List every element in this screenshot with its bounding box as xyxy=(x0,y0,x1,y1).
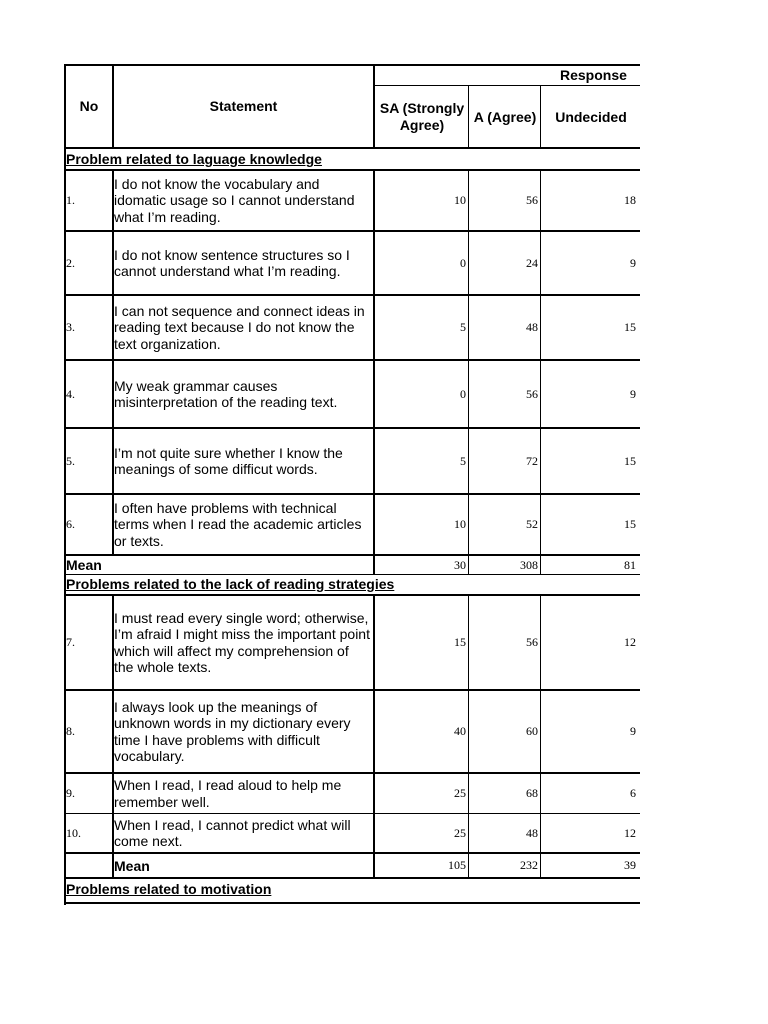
mean-sa-value: 105 xyxy=(448,858,466,872)
row-a-value: 48 xyxy=(526,320,538,334)
header-no: No xyxy=(79,98,99,114)
row-number: 5. xyxy=(66,453,75,468)
row-undecided-value: 18 xyxy=(624,193,636,207)
header-statement: Statement xyxy=(209,98,278,114)
row-statement: I must read every single word; otherwise, I’m afraid I might miss the important point which will affect my comprehension of the whole texts. xyxy=(114,609,370,675)
row-a-value: 52 xyxy=(526,517,538,531)
col-divider-sa xyxy=(468,594,469,879)
row-sa-value: 10 xyxy=(454,517,466,531)
row-statement: My weak grammar causes misinterpretation of the reading text. xyxy=(114,377,338,410)
row-undecided-value: 15 xyxy=(624,453,636,468)
header-undecided: Undecided xyxy=(555,108,627,125)
row-a-value: 48 xyxy=(526,825,538,840)
row-undecided-value: 15 xyxy=(624,320,636,334)
col-divider-a xyxy=(540,594,541,879)
row-number: 3. xyxy=(66,320,75,334)
row-a-value: 56 xyxy=(526,635,538,649)
header-col-divider-sa xyxy=(468,85,469,149)
row-undecided-value: 9 xyxy=(630,255,636,270)
mean-undecided-value: 39 xyxy=(624,858,636,872)
row-a-value: 24 xyxy=(526,255,538,270)
mean-label: Mean xyxy=(114,857,150,874)
row-a-value: 56 xyxy=(526,386,538,401)
mean-row-border xyxy=(64,877,640,879)
row-sa-value: 10 xyxy=(454,193,466,207)
row-number: 2. xyxy=(66,255,75,270)
row-number: 4. xyxy=(66,386,75,401)
row-statement: When I read, I read aloud to help me remember well. xyxy=(114,777,342,810)
mean-a-value: 308 xyxy=(520,557,538,572)
row-sa-value: 25 xyxy=(454,825,466,840)
row-undecided-value: 12 xyxy=(624,635,636,649)
section-title-language: Problem related to laguage knowledge xyxy=(66,151,322,167)
row-statement: I often have problems with technical terms when I read the academic articles or texts. xyxy=(114,499,362,549)
table-bottom-border xyxy=(64,902,640,904)
header-bottom-border xyxy=(64,147,640,149)
mean-undecided-value: 81 xyxy=(624,557,636,572)
col-divider-statement xyxy=(373,169,375,575)
row-statement: I’m not quite sure whether I know the meanings of some difficut words. xyxy=(114,444,343,477)
mean-sa-value: 30 xyxy=(454,557,466,572)
row-a-value: 68 xyxy=(526,786,538,800)
row-sa-value: 40 xyxy=(454,724,466,738)
row-statement: I can not sequence and connect ideas in reading text because I do not know the text organization. xyxy=(114,302,365,352)
row-undecided-value: 12 xyxy=(624,825,636,840)
row-number: 8. xyxy=(66,724,75,738)
row-undecided-value: 15 xyxy=(624,517,636,531)
header-col-divider-statement xyxy=(373,64,375,149)
row-sa-value: 5 xyxy=(460,320,466,334)
section-title-motivation: Problems related to motivation xyxy=(66,881,272,897)
row-undecided-value: 9 xyxy=(630,386,636,401)
row-undecided-value: 6 xyxy=(630,786,636,800)
section-title-reading-strategies: Problems related to the lack of reading strategies xyxy=(66,576,395,592)
row-a-value: 56 xyxy=(526,193,538,207)
row-sa-value: 0 xyxy=(460,386,466,401)
header-col-divider-a xyxy=(540,85,541,149)
row-sa-value: 5 xyxy=(460,453,466,468)
row-statement: When I read, I cannot predict what will come next. xyxy=(114,816,351,849)
responses-underline xyxy=(374,85,640,86)
col-divider-a xyxy=(540,169,541,575)
row-number: 6. xyxy=(66,517,75,531)
row-undecided-value: 9 xyxy=(630,724,636,738)
mean-label: Mean xyxy=(66,557,102,573)
header-responses: Response xyxy=(560,67,627,83)
col-divider-statement xyxy=(373,594,375,879)
mean-a-value: 232 xyxy=(520,858,538,872)
row-number: 7. xyxy=(66,635,75,649)
row-sa-value: 25 xyxy=(454,786,466,800)
row-number: 1. xyxy=(66,193,75,207)
row-number: 10. xyxy=(66,825,81,840)
row-sa-value: 0 xyxy=(460,255,466,270)
row-statement: I do not know the vocabulary and idomatic usage so I cannot understand what I’m reading. xyxy=(114,175,355,225)
mean-row-border xyxy=(64,574,640,575)
col-divider-sa xyxy=(468,169,469,575)
row-number: 9. xyxy=(66,786,75,800)
row-a-value: 60 xyxy=(526,724,538,738)
header-sa: SA (Strongly Agree) xyxy=(379,100,465,133)
row-statement: I always look up the meanings of unknown words in my dictionary every time I have problems with difficult vocabulary. xyxy=(114,698,351,764)
header-agree: A (Agree) xyxy=(473,108,537,125)
row-a-value: 72 xyxy=(526,453,538,468)
row-statement: I do not know sentence structures so I cannot understand what I’m reading. xyxy=(114,246,350,279)
row-sa-value: 15 xyxy=(454,635,466,649)
